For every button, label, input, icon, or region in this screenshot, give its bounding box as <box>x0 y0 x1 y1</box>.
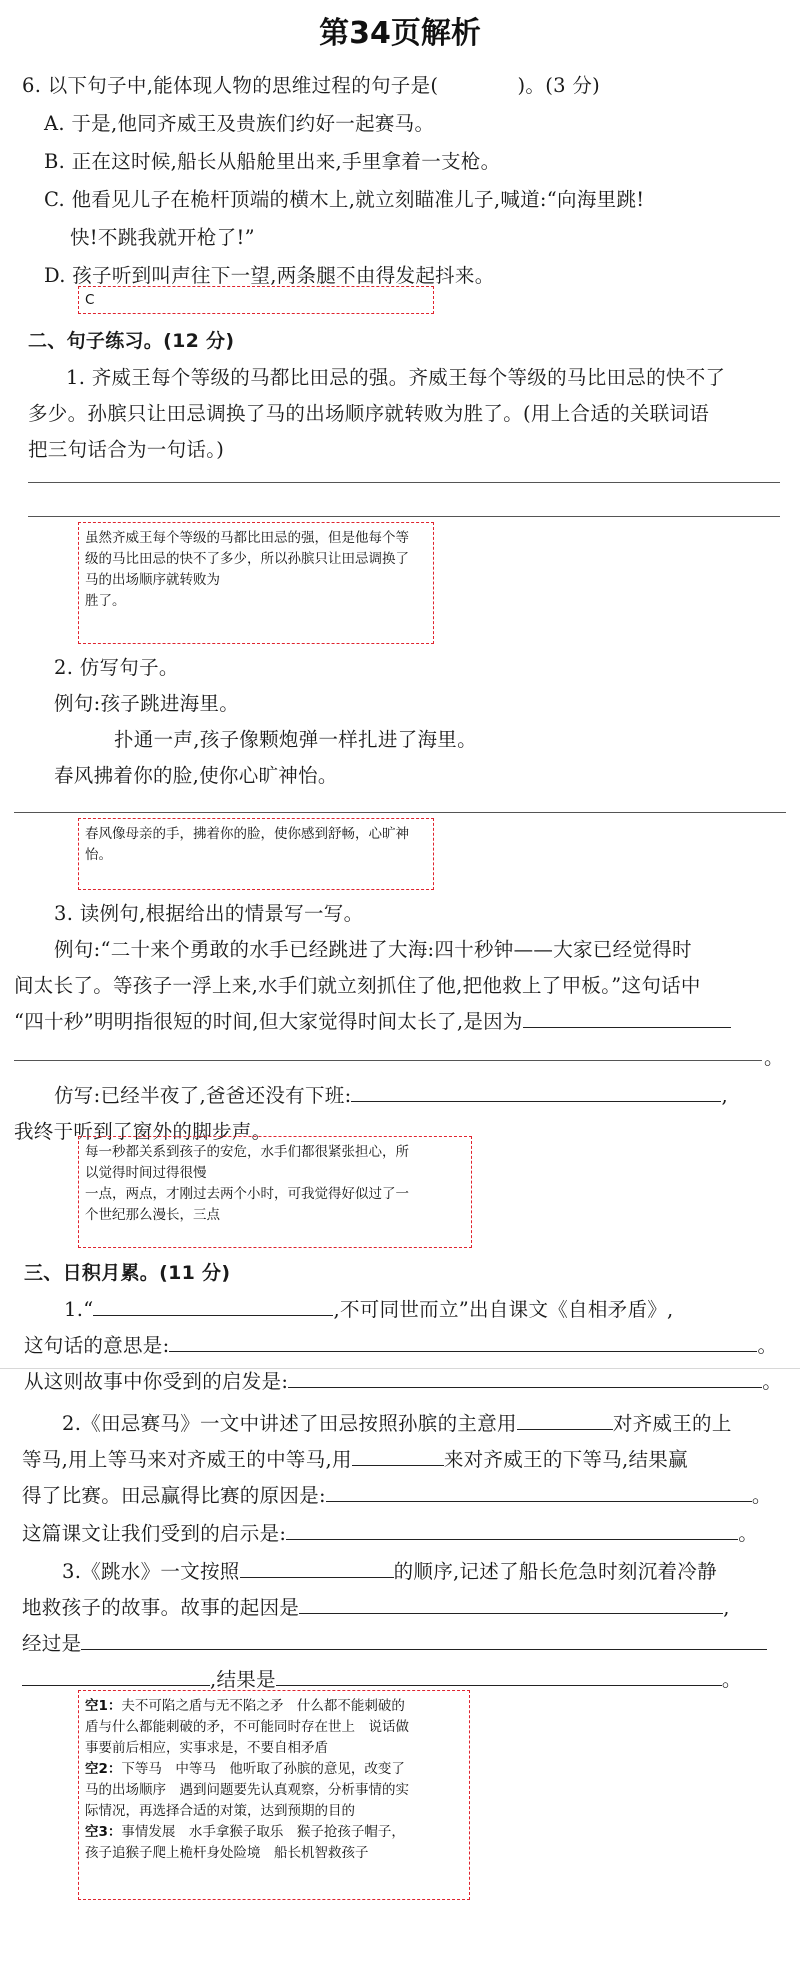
answer-text: 胜了。 <box>85 593 126 609</box>
sec3-q2-text: 对齐威王的上 <box>612 1412 732 1435</box>
section-2-heading: 二、句子练习。(12 分) <box>28 330 235 352</box>
sec3-q1 <box>64 1294 674 1322</box>
fill-blank <box>81 1631 767 1650</box>
answer-text: 夫不可陷之盾与无不陷之矛 什么都不能刺破的 <box>121 1698 405 1714</box>
sec2-q2-prompt: 春风拂着你的脸,使你心旷神怡。 <box>54 764 338 787</box>
sec3-q2-line4 <box>22 1518 758 1546</box>
sec3-q3-line3 <box>22 1628 767 1656</box>
fill-blank <box>352 1447 444 1466</box>
answer-text: 际情况，再选择合适的对策，达到预期的目的 <box>85 1803 355 1819</box>
fill-blank <box>351 1083 721 1102</box>
sec3-q1-text: 1.“ <box>64 1298 94 1321</box>
q6-option-b: B. 正在这时候,船长从船舱里出来,手里拿着一支枪。 <box>44 150 501 173</box>
sec3-q3-line4 <box>22 1664 742 1692</box>
sec3-q3-line2 <box>22 1592 730 1620</box>
sec2-q3-imitate <box>54 1080 728 1108</box>
fill-blank <box>299 1595 723 1614</box>
fill-blank <box>286 1521 738 1540</box>
answer-text: 春风像母亲的手，拂着你的脸，使你感到舒畅，心旷神 <box>85 826 409 842</box>
fill-blank <box>93 1297 333 1316</box>
answer-text: 怡。 <box>85 847 112 863</box>
q6-answer-box <box>78 286 434 314</box>
sec3-q1-lesson-text: 从这则故事中你受到的启发是: <box>24 1370 289 1393</box>
sec3-q2-line1 <box>62 1408 732 1436</box>
sec3-q2-text: 这篇课文让我们受到的启示是: <box>22 1522 287 1545</box>
answer-line <box>28 516 780 517</box>
answer-text: 马的出场顺序就转败为 <box>85 572 220 588</box>
sec3-q2-text: 等马,用上等马来对齐威王的中等马,用 <box>22 1448 352 1471</box>
sec3-q3-text: ,结果是 <box>210 1668 276 1691</box>
q6-option-c-cont: 快!不跳我就开枪了!” <box>70 226 255 249</box>
q6-option-d: D. 孩子听到叫声往下一望,两条腿不由得发起抖来。 <box>44 264 495 287</box>
sec3-answer-box <box>78 1690 470 1900</box>
answer-text: 马的出场顺序 遇到问题要先认真观察，分析事情的实 <box>85 1782 409 1798</box>
answer-line <box>14 812 786 813</box>
fill-blank <box>517 1411 613 1430</box>
sec3-q1-meaning <box>24 1330 777 1358</box>
blank-1-tag: 空1： <box>85 1698 122 1714</box>
sec3-q3-text: 经过是 <box>22 1632 82 1655</box>
sec3-q1-lesson <box>24 1366 782 1394</box>
sec2-q2-title: 2. 仿写句子。 <box>54 656 179 679</box>
sec2-q1-answer-box <box>78 522 434 644</box>
fill-blank <box>523 1009 731 1028</box>
sec2-q1-line3: 把三句话合为一句话。) <box>28 438 225 461</box>
fill-blank <box>288 1369 762 1388</box>
blank-2-tag: 空2： <box>85 1761 122 1777</box>
punctuation: , <box>721 1084 728 1107</box>
answer-line <box>28 482 780 483</box>
answer-text: 虽然齐威王每个等级的马都比田忌的强，但是他每个等 <box>85 530 409 546</box>
sec3-q3-line1 <box>62 1556 717 1584</box>
answer-text: 事要前后相应，实事求是，不要自相矛盾 <box>85 1740 328 1756</box>
fill-blank <box>169 1333 757 1352</box>
sec2-q3-line1: 例句:“二十来个勇敢的水手已经跳进了大海:四十秒钟——大家已经觉得时 <box>54 938 692 961</box>
answer-text: 下等马 中等马 他听取了孙膑的意见，改变了 <box>121 1761 405 1777</box>
sec3-q2-line2 <box>22 1444 688 1472</box>
sec2-q3-line2: 间太长了。等孩子一浮上来,水手们就立刻抓住了他,把他救上了甲板。”这句话中 <box>14 974 701 997</box>
answer-text: 级的马比田忌的快不了多少，所以孙膑只让田忌调换了 <box>85 551 409 567</box>
q6-option-a: A. 于是,他同齐威王及贵族们约好一起赛马。 <box>44 112 435 135</box>
sec2-q3-period: 。 <box>764 1046 784 1069</box>
fill-blank <box>326 1483 752 1502</box>
sec3-q1-text: ,不可同世而立”出自课文《自相矛盾》, <box>333 1298 674 1321</box>
sec2-q1-line1: 1. 齐威王每个等级的马都比田忌的强。齐威王每个等级的马比田忌的快不了 <box>66 366 726 389</box>
fill-blank <box>240 1559 394 1578</box>
punctuation: 。 <box>721 1668 742 1691</box>
page-title: 第34页解析 <box>319 16 481 51</box>
punctuation: 。 <box>738 1522 759 1545</box>
section-3-heading: 三、日积月累。(11 分) <box>24 1262 231 1284</box>
sec2-q2-example-2: 扑通一声,孩子像颗炮弹一样扎进了海里。 <box>114 728 477 751</box>
answer-line <box>14 1060 762 1061</box>
sec3-q3-text: 地救孩子的故事。故事的起因是 <box>22 1596 300 1619</box>
sec2-q3-imitate-text: 仿写:已经半夜了,爸爸还没有下班: <box>54 1084 352 1107</box>
sec2-q3-title: 3. 读例句,根据给出的情景写一写。 <box>54 902 364 925</box>
punctuation: , <box>723 1596 730 1619</box>
sec2-q2-example: 例句:孩子跳进海里。 <box>54 692 240 715</box>
punctuation: 。 <box>762 1370 783 1393</box>
answer-text: 孩子追猴子爬上桅杆身处险境 船长机智救孩子 <box>85 1845 369 1861</box>
blank-3-tag: 空3： <box>85 1824 122 1840</box>
sec3-q2-text: 2.《田忌赛马》一文中讲述了田忌按照孙膑的主意用 <box>62 1412 517 1435</box>
sec2-q3-line3-text: “四十秒”明明指很短的时间,但大家觉得时间太长了,是因为 <box>14 1010 523 1033</box>
sec3-q2-line3 <box>22 1480 772 1508</box>
fill-blank <box>276 1667 722 1686</box>
answer-text: 事情发展 水手拿猴子取乐 猴子抢孩子帽子， <box>121 1824 405 1840</box>
fill-blank <box>22 1667 210 1686</box>
answer-text: 每一秒都关系到孩子的安危，水手们都很紧张担心，所 <box>85 1144 409 1160</box>
answer-text: 盾与什么都能刺破的矛，不可能同时存在世上 说话做 <box>85 1719 409 1735</box>
q6-answer: C <box>85 292 95 308</box>
punctuation: 。 <box>757 1334 778 1357</box>
sec3-q2-text: 得了比赛。田忌赢得比赛的原因是: <box>22 1484 326 1507</box>
page-fold-line <box>0 1368 800 1369</box>
sec2-q3-imitate-end: 我终于听到了窗外的脚步声。 <box>14 1120 272 1143</box>
q6-stem: 6. 以下句子中,能体现人物的思维过程的句子是( )。(3 分) <box>22 74 601 97</box>
answer-text: 个世纪那么漫长，三点 <box>85 1207 220 1223</box>
sec3-q1-meaning-text: 这句话的意思是: <box>24 1334 170 1357</box>
answer-text: 以觉得时间过得很慢 <box>85 1165 207 1181</box>
punctuation: 。 <box>751 1484 772 1507</box>
sec3-q3-text: 3.《跳水》一文按照 <box>62 1560 240 1583</box>
sec2-q1-line2: 多少。孙膑只让田忌调换了马的出场顺序就转败为胜了。(用上合适的关联词语 <box>28 402 710 425</box>
answer-text: 一点，两点，才刚过去两个小时，可我觉得好似过了一 <box>85 1186 409 1202</box>
sec2-q3-answer-box <box>78 1136 472 1248</box>
sec2-q2-answer-box <box>78 818 434 890</box>
sec3-q3-text: 的顺序,记述了船长危急时刻沉着冷静 <box>393 1560 717 1583</box>
q6-option-c: C. 他看见儿子在桅杆顶端的横木上,就立刻瞄准儿子,喊道:“向海里跳! <box>44 188 645 211</box>
sec3-q2-text: 来对齐威王的下等马,结果赢 <box>443 1448 688 1471</box>
sec2-q3-line3 <box>14 1006 731 1034</box>
